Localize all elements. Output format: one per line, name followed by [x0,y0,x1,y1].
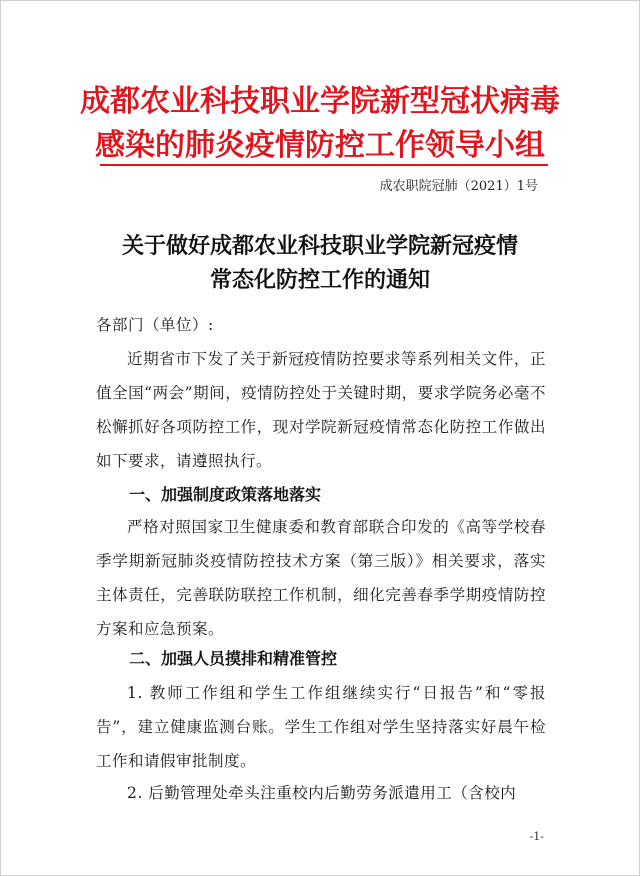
section-2-heading: 二、加强人员摸排和精准管控 [129,649,338,668]
notice-title-line2: 常态化防控工作的通知 [209,267,430,293]
header-title-line2: 感染的肺炎疫情防控工作领导小组 [95,128,545,163]
item-2-paragraph: 2. 后勤管理处牵头注重校内后勤劳务派遣用工（含校内 [127,784,517,802]
red-header-rule [100,164,548,166]
section-1-paragraph: 严格对照国家卫生健康委和教育部联合印发的《高等学校春季学期新冠肺炎疫情防控技术方案（第三版）》相关要求，落实主体责任，完善联防联控工作机制，细化完善春季学期疫情防控方案和应急预案。 [96,518,546,638]
section-1-heading: 一、加强制度政策落地落实 [129,485,322,504]
header-title-line1: 成都农业科技职业学院新型冠状病毒 [80,84,560,119]
intro-paragraph: 近期省市下发了关于新冠疫情防控要求等系列相关文件，正值全国“两会”期间，疫情防控处于关键时期，要求学院务必毫不松懈抓好各项防控工作，现对学院新冠疫情常态化防控工作做出如下要求，请遵照执行。 [96,350,546,470]
document-number: 成农职院冠肺（2021）1号 [379,179,538,194]
notice-title-line1: 关于做好成都农业科技职业学院新冠疫情 [121,233,518,259]
salutation: 各部门（单位）: [96,316,214,334]
page-number: -1- [529,830,544,843]
item-1-paragraph: 1. 教师工作组和学生工作组继续实行“日报告”和“零报告”，建立健康监测台账。学生工作组对学生坚持落实好晨午检工作和请假审批制度。 [96,684,546,770]
